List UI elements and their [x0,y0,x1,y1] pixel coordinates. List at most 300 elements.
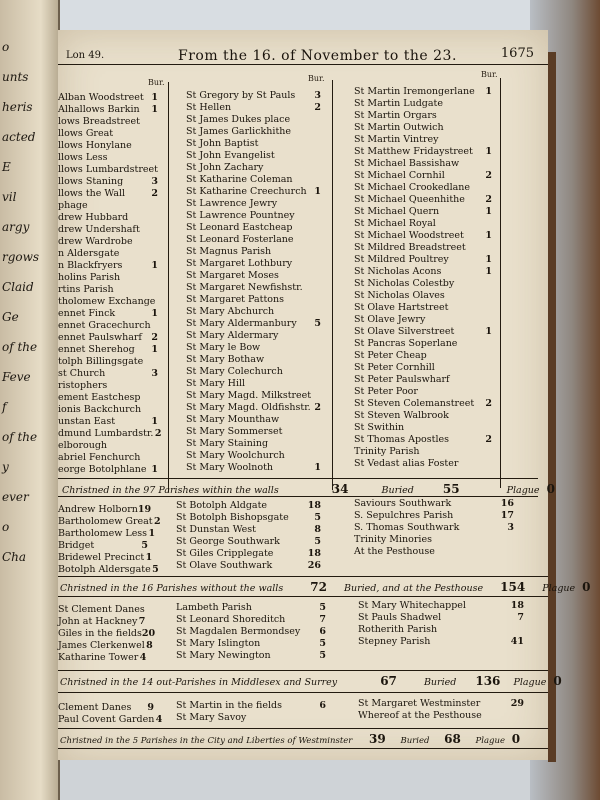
parish-name: drew Undershaft [58,224,140,235]
parish-name: n Blackfryers [58,260,123,271]
parish-name: Bartholomew Less [58,528,148,539]
parish-row [58,152,158,164]
section-rule-7 [58,728,548,729]
parish-row [186,102,321,114]
parish-name: St Thomas Apostles [354,434,449,445]
parish-row [58,552,153,564]
burials-count [150,452,158,464]
parish-row [354,266,492,278]
parish-row [354,326,492,338]
parish-name: St Mary Woolchurch [186,450,285,461]
header-rule [58,64,548,65]
burials-count [484,458,492,470]
parish-row [186,354,321,366]
burials-count [150,224,158,236]
burials-count [150,440,158,452]
parish-row [186,450,321,462]
parish-name: St Martin Ludgate [354,98,443,109]
parish-name: ennet Sherehog [58,344,135,355]
parish-name: St Peter Poor [354,386,418,397]
parish-name: elborough [58,440,108,451]
burials-count: 1 [148,528,156,539]
left-page-fragment: f [2,400,7,414]
left-page-fragment: o [2,40,10,54]
burials-count: 5 [314,536,321,547]
parish-name: St Mary Mounthaw [186,414,280,425]
parish-name: drew Wardrobe [58,236,133,247]
parish-name: S. Thomas Southwark [354,522,460,533]
parish-row [358,600,524,612]
parish-row [58,528,156,540]
burials-count [150,272,158,284]
parish-row [58,540,148,552]
burials-count: 5 [314,318,321,329]
burials-count [484,98,492,110]
summary-5-buried: 68 [444,732,461,746]
parish-row [354,242,492,254]
parish-row [186,198,321,210]
summary-16-christned: 72 [310,580,327,594]
burials-count: 5 [319,602,326,613]
burials-count: 1 [314,186,321,197]
parish-row [58,236,158,248]
burials-count: 2 [154,428,162,439]
section-rule-8 [58,748,548,749]
parish-row [176,500,321,512]
parish-name: ennet Paulswharf [58,332,142,343]
burials-count: 17 [500,510,514,521]
parish-row [354,510,514,522]
burials-count [516,710,524,722]
burials-count [150,212,158,224]
burials-count [484,314,492,326]
parish-row [354,350,492,362]
burials-count [484,446,492,458]
parish-row [186,270,321,282]
parish-name: St Mary Magd. Milkstreet [186,390,312,401]
section2-column-c [354,498,514,558]
parish-name: llows Staning [58,176,124,187]
burials-count [150,380,158,392]
parish-row [354,194,492,206]
parish-row [354,446,492,458]
parish-row [354,158,492,170]
parish-row [176,700,326,712]
parish-name: St Katharine Coleman [186,174,293,185]
burials-count [484,362,492,374]
parish-row [58,296,158,308]
page-number: Lon 49. [66,50,105,61]
parish-row [58,116,158,128]
parish-name: St Peter Cheap [354,350,427,361]
parish-name: Alhallows Barkin [58,104,140,115]
burials-count [506,546,514,558]
parish-row [58,380,158,392]
parish-name: ristophers [58,380,108,391]
summary-5-text: Christned in the 5 Parishes in the City and Liberties of Westminster [60,736,353,746]
parish-row [358,698,524,710]
parish-name: St Mary le Bow [186,342,261,353]
burials-count: 1 [485,86,492,97]
parish-row [186,150,321,162]
burials-count [158,164,166,176]
parish-name: St Olave Hartstreet [354,302,449,313]
parish-name: Saviours Southwark [354,498,452,509]
parish-name: St Mary Whitechappel [358,600,466,611]
burials-count: 20 [141,628,156,639]
burials-count [313,294,321,306]
burials-count: 1 [314,462,321,473]
parish-name: St Mary Woolnoth [186,462,274,473]
parish-row [354,218,492,230]
parish-name: holins Parish [58,272,121,283]
burials-count: 2 [485,170,492,181]
section4-column-c [358,698,524,722]
burials-count: 3 [151,368,158,379]
burials-count: 5 [314,512,321,523]
burials-count: 29 [510,698,524,709]
burials-count: 16 [500,498,514,509]
parish-name: Trinity Parish [354,446,420,457]
left-page-fragment: Claid [2,280,34,294]
left-page-fragment: Cha [2,550,27,564]
parish-row [58,428,162,440]
left-page-fragment: argy [2,220,30,234]
parish-row [58,404,158,416]
parish-row [358,624,524,636]
burials-count [150,356,158,368]
column-rule-2 [332,80,333,490]
bill-of-mortality-page [58,30,591,760]
burials-count [484,242,492,254]
summary-5-christned: 39 [369,732,386,746]
section-rule-3 [58,576,548,577]
burials-count: 7 [138,616,146,627]
burials-count: 6 [319,700,326,711]
summary-14-parishes [60,674,562,688]
burials-count [150,248,158,260]
parish-row [186,90,321,102]
burials-count: 1 [485,230,492,241]
burials-count [150,392,158,404]
parish-row [354,534,514,546]
burials-count [313,234,321,246]
parish-name: St Michael Royal [354,218,436,229]
parish-row [186,246,321,258]
burials-count: 2 [154,516,161,527]
summary-5-plague: 0 [511,732,521,746]
parish-name: ennet Finck [58,308,116,319]
bur-label-a: Bur. [148,78,165,87]
parish-row [354,362,492,374]
parish-row [354,230,492,242]
parish-row [186,138,321,150]
parish-row [354,338,492,350]
parish-name: St Pancras Soperlane [354,338,458,349]
parish-row [176,524,321,536]
parish-row [186,426,321,438]
parish-name: St Lawrence Jewry [186,198,278,209]
summary-5-buried-label: Buried [400,736,430,746]
parish-name: Trinity Minories [354,534,432,545]
parish-name: dmund Lumbardstr. [58,428,154,439]
parish-row [354,86,492,98]
burials-count [313,306,321,318]
burials-count [484,278,492,290]
burials-count: 18 [307,500,321,511]
left-page-fragment: ever [2,490,29,504]
left-page-fragment: heris [2,100,33,114]
parish-row [186,378,321,390]
parish-row [58,356,158,368]
summary-5-plague-label: Plague [475,736,505,746]
left-page-fragment: o [2,520,10,534]
parish-name: St Dunstan West [176,524,256,535]
parish-name: rtins Parish [58,284,114,295]
parish-row [358,710,524,722]
parish-name: St Pauls Shadwel [358,612,442,623]
burials-count: 19 [137,504,152,515]
parish-row [58,188,158,200]
parish-name: St John Baptist [186,138,259,149]
parish-row [354,314,492,326]
parish-name: James Clerkenwel [58,640,145,651]
parish-name: Botolph Aldersgate [58,564,151,575]
parish-row [186,210,321,222]
burials-count [313,150,321,162]
parish-name: St Nicholas Olaves [354,290,445,301]
summary-97-christned: 34 [331,482,349,496]
parish-row [58,702,154,714]
parish-name: llows Honylane [58,140,132,151]
parish-name: St Michael Cornhil [354,170,445,181]
burials-count [313,330,321,342]
burials-count: 5 [319,650,326,661]
left-page-fragment: E [2,160,11,174]
summary-16-plague: 0 [582,580,591,594]
parish-name: llows Less [58,152,108,163]
parish-name: lows Breadstreet [58,116,140,127]
burials-count [484,374,492,386]
parish-row [354,498,514,510]
summary-14-plague: 0 [553,674,562,688]
burials-count: 1 [151,92,158,103]
parish-name: St Martin Orgars [354,110,437,121]
burials-count [313,210,321,222]
parish-name: ement Eastchesp [58,392,141,403]
parish-name: St Margaret Pattons [186,294,285,305]
burials-count: 1 [151,260,158,271]
burials-count [313,342,321,354]
parish-row [354,398,492,410]
parish-row [186,306,321,318]
burials-count [484,134,492,146]
parish-row [186,282,321,294]
parish-name: Katharine Tower [58,652,139,663]
left-page-fragment: Feve [2,370,31,384]
parish-row [58,212,158,224]
parish-name: St Magnus Parish [186,246,272,257]
parish-name: n Aldersgate [58,248,120,259]
parish-name: S. Sepulchres Parish [354,510,454,521]
summary-97-buried: 55 [442,482,460,496]
parish-row [58,272,158,284]
parish-row [354,522,514,534]
burials-count [150,284,158,296]
burials-count: 2 [314,102,321,113]
parish-name: St Margaret Moses [186,270,279,281]
burials-count [313,414,321,426]
parish-name: St Margaret Newfishstr. [186,282,303,293]
parish-name: St Hellen [186,102,232,113]
parish-name: At the Pesthouse [354,546,435,557]
parish-name: St Mary Islington [176,638,261,649]
burials-count [313,282,321,294]
parish-name: St Mary Colechurch [186,366,283,377]
parish-row [354,110,492,122]
burials-count: 9 [147,702,154,713]
parish-row [186,330,321,342]
burials-count: 6 [319,626,326,637]
parish-row [358,636,524,648]
burials-count [313,126,321,138]
parish-name: St Gregory by St Pauls [186,90,296,101]
burials-count: 1 [151,416,158,427]
burials-count [484,122,492,134]
burials-count [318,712,326,724]
parish-row [58,344,158,356]
burials-count: 1 [485,146,492,157]
parish-name: St Mary Bothaw [186,354,265,365]
parish-row [58,92,158,104]
parish-row [186,342,321,354]
section3-column-c [358,600,524,648]
parish-name: llows Lumbardstreet [58,164,158,175]
parish-name: ennet Gracechurch [58,320,151,331]
parish-name: St Olave Southwark [176,560,273,571]
section2-column-a [58,504,161,576]
parish-row [186,294,321,306]
burials-count [313,438,321,450]
parish-row [176,614,326,626]
parish-row [186,222,321,234]
parish-name: St Lawrence Pountney [186,210,295,221]
parish-name: St Leonard Eastcheap [186,222,293,233]
parish-name: St George Southwark [176,536,280,547]
parish-row [58,416,158,428]
parish-name: drew Hubbard [58,212,129,223]
parish-row [176,650,326,662]
parish-name: Andrew Holborn [58,504,138,515]
parish-row [58,164,158,176]
section2-column-b [176,500,321,572]
parish-name: St Katharine Creechurch [186,186,307,197]
parish-name: St Mary Staining [186,438,269,449]
burials-count: 1 [151,344,158,355]
burials-count [484,182,492,194]
parish-name: St Nicholas Colestby [354,278,455,289]
burials-count [484,110,492,122]
parish-row [354,134,492,146]
left-page-fragment: of the [2,430,38,444]
parish-name: St Botolph Aldgate [176,500,268,511]
parish-name: St Peter Cornhill [354,362,435,373]
parish-name: Lambeth Parish [176,602,252,613]
burials-count [313,426,321,438]
page-title: From the 16. of November to the 23. [178,48,457,64]
parish-row [354,374,492,386]
summary-16-buried: 154 [500,580,526,594]
section-rule-1 [58,478,538,479]
parish-row [176,712,326,724]
parish-name: St Nicholas Acons [354,266,442,277]
parish-row [186,414,321,426]
parish-name: St Martin in the fields [176,700,282,711]
column-rule-3 [500,78,501,488]
year: 1675 [500,46,534,61]
parish-name: St Botolph Bishopsgate [176,512,289,523]
parish-name: unstan East [58,416,116,427]
parish-row [354,146,492,158]
summary-16-text: Christned in the 16 Parishes without the walls [60,583,284,594]
parish-name: St John Zachary [186,162,264,173]
parish-name: Bridewel Precinct [58,552,145,563]
burials-count: 2 [151,188,158,199]
summary-97-parishes [62,482,555,496]
parish-row [186,390,321,402]
burials-count: 3 [151,176,158,187]
parish-row [354,278,492,290]
parish-row [354,422,492,434]
burials-count [313,270,321,282]
parish-name: Whereof at the Pesthouse [358,710,482,721]
parish-name: St Olave Silverstreet [354,326,455,337]
parish-name: Bridget [58,540,95,551]
parish-row [58,368,158,380]
parish-row [176,638,326,650]
summary-97-buried-label: Buried [381,485,414,496]
parish-name: Giles in the fields [58,628,142,639]
bur-label-c: Bur. [481,70,498,79]
burials-count [313,174,321,186]
parish-row [354,302,492,314]
parish-name: St Martin Vintrey [354,134,439,145]
burials-count: 26 [307,560,321,571]
parish-row [58,516,161,528]
parish-row [354,290,492,302]
parish-row [354,122,492,134]
parish-row [58,564,159,576]
parish-name: St Margaret Lothbury [186,258,293,269]
parish-name: abriel Fenchurch [58,452,141,463]
parish-name: St James Dukes place [186,114,291,125]
parish-row [354,98,492,110]
left-page-fragment: vil [2,190,17,204]
summary-97-text: Christned in the 97 Parishes within the walls [62,485,279,496]
parish-row [186,366,321,378]
burials-count [150,116,158,128]
parish-row [58,504,152,516]
parish-name: St Michael Bassishaw [354,158,460,169]
parish-row [186,126,321,138]
parish-name: St Giles Cripplegate [176,548,274,559]
parish-name: Rotherith Parish [358,624,438,635]
burials-count: 5 [152,564,159,575]
parish-name: Paul Covent Garden [58,714,155,725]
parish-row [354,170,492,182]
burials-count [484,410,492,422]
parish-name: phage [58,200,88,211]
